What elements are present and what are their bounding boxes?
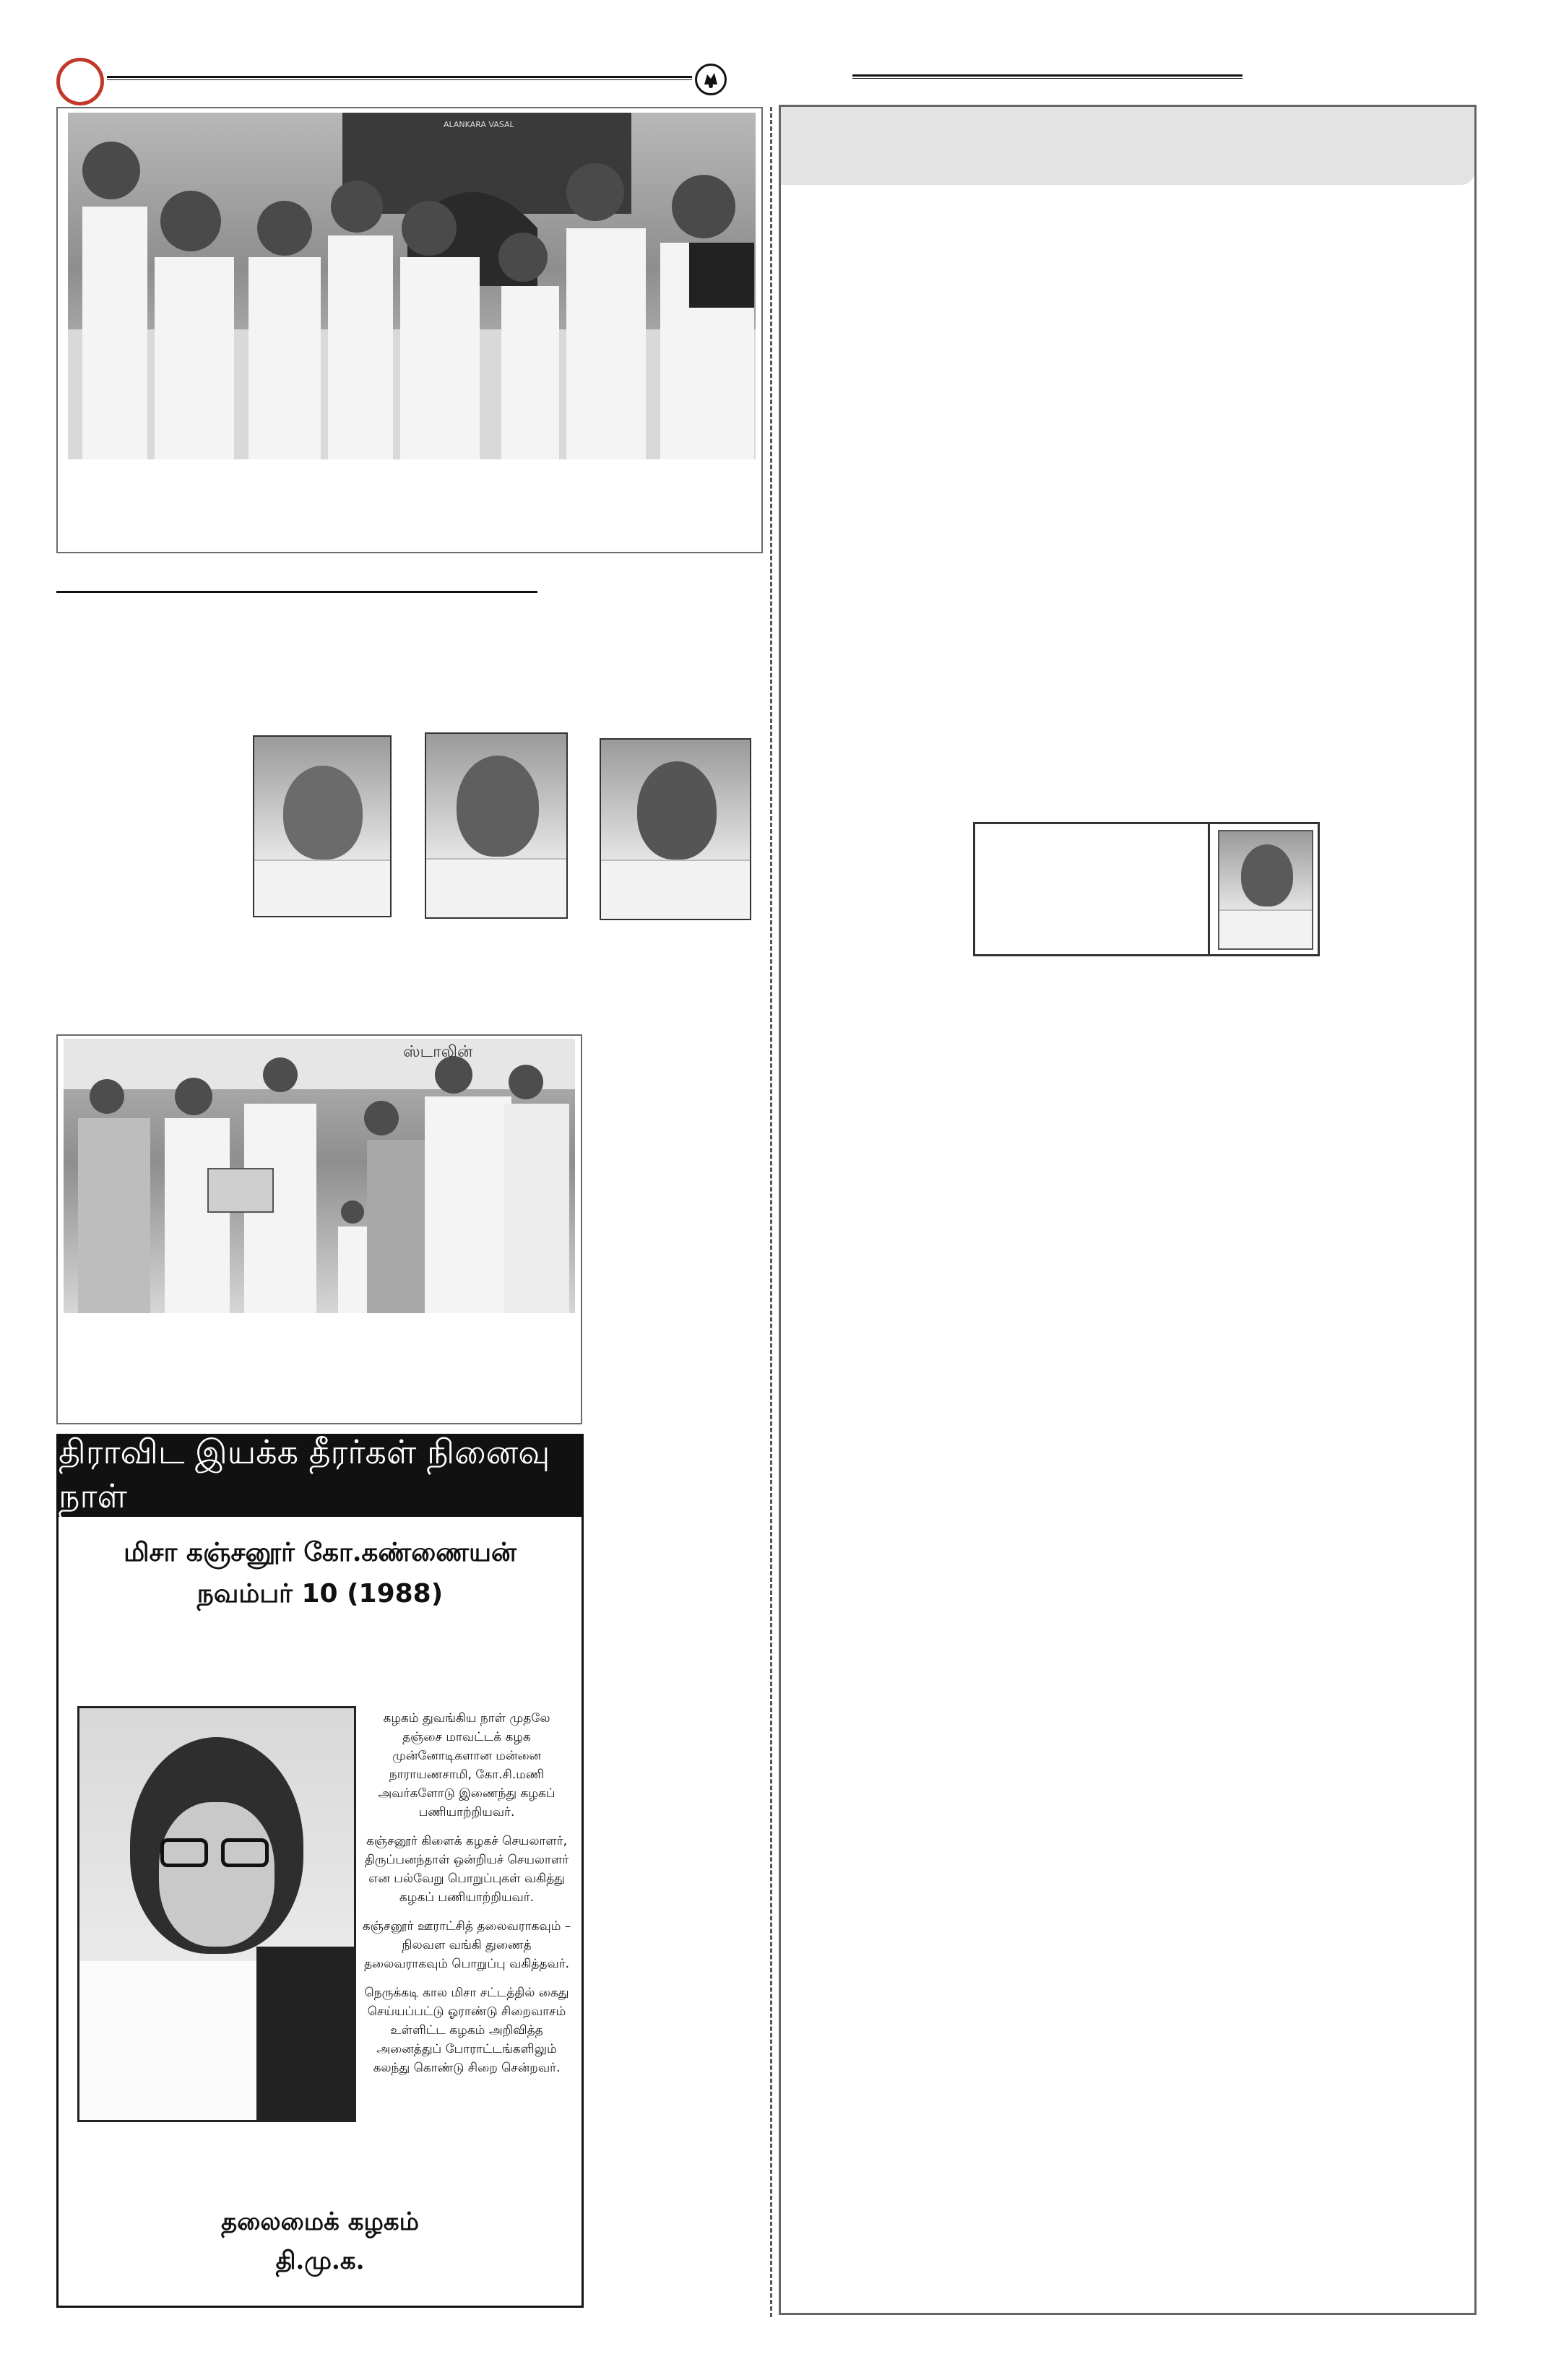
memorial-banner: திராவிட இயக்க தீரர்கள் நினைவு நாள் — [59, 1436, 582, 1517]
stage-banner-text: ஸ்டாலின் — [403, 1043, 473, 1061]
portrait-3 — [600, 738, 751, 920]
biography-paragraph-2: கஞ்சனூர் கிளைக் கழகச் செயலாளர், திருப்பனந்தாள் ஒன்றியச் செயலாளர் என பல்வேறு பொறுப்புகள் வகித்து கழகப் பணியாற்றியவர். — [364, 1834, 569, 1905]
inset-box-divider — [1208, 824, 1210, 954]
memorial-biography — [362, 1709, 571, 2087]
right-panel-header — [781, 107, 1474, 185]
second-news-photo-frame — [56, 1034, 582, 1424]
inset-profile-box — [973, 822, 1320, 956]
memorial-portrait — [77, 1706, 356, 2122]
memorial-notice — [56, 1434, 584, 2308]
party-emblem-icon — [695, 64, 727, 95]
portrait-1 — [253, 735, 392, 917]
memorial-person-name: மிசா கஞ்சனூர் கோ.கண்ணையன் — [124, 1537, 517, 1567]
biography-paragraph-4: நெருக்கடி கால மிசா சட்டத்தில் கைது செய்யப்பட்டு ஓராண்டு சிறைவாசம் உள்ளிட்ட கழகம் அறிவித்த அனைத்துப் போராட்டங்களிலும் கலந்து கொண்டு சிறை சென்றவர். — [364, 1986, 569, 2075]
temple-gate-sign: ALANKARA VASAL — [444, 120, 514, 129]
inset-portrait — [1218, 830, 1313, 950]
second-news-photo — [64, 1039, 575, 1313]
memorial-footer-line-1: தலைமைக் கழகம் — [221, 2207, 419, 2236]
memorial-footer-line-2: தி.மு.க. — [275, 2246, 365, 2275]
top-news-photo-frame — [56, 107, 763, 553]
section-rule-left — [56, 591, 537, 593]
biography-paragraph-1: கழகம் துவங்கிய நாள் முதலே தஞ்சை மாவட்டக் கழக முன்னோடிகளான மன்னை நாராயணசாமி, கோ.சி.மணி அவர்களோடு இணைந்து கழகப் பணியாற்றியவர். — [378, 1711, 556, 1819]
masthead-logo-circle — [56, 58, 104, 105]
right-article-panel — [779, 105, 1477, 2315]
top-news-photo — [68, 113, 756, 459]
memorial-date: நவம்பர் 10 (1988) — [196, 1579, 444, 1609]
header-rule-right — [852, 74, 1242, 79]
biography-paragraph-3: கஞ்சனூர் ஊராட்சித் தலைவராகவும் – நிலவள வங்கி துணைத் தலைவராகவும் பொறுப்பு வகித்தவர். — [362, 1919, 571, 1971]
portrait-2 — [425, 732, 568, 919]
header-rule-left — [107, 76, 692, 80]
column-divider — [770, 107, 772, 2317]
